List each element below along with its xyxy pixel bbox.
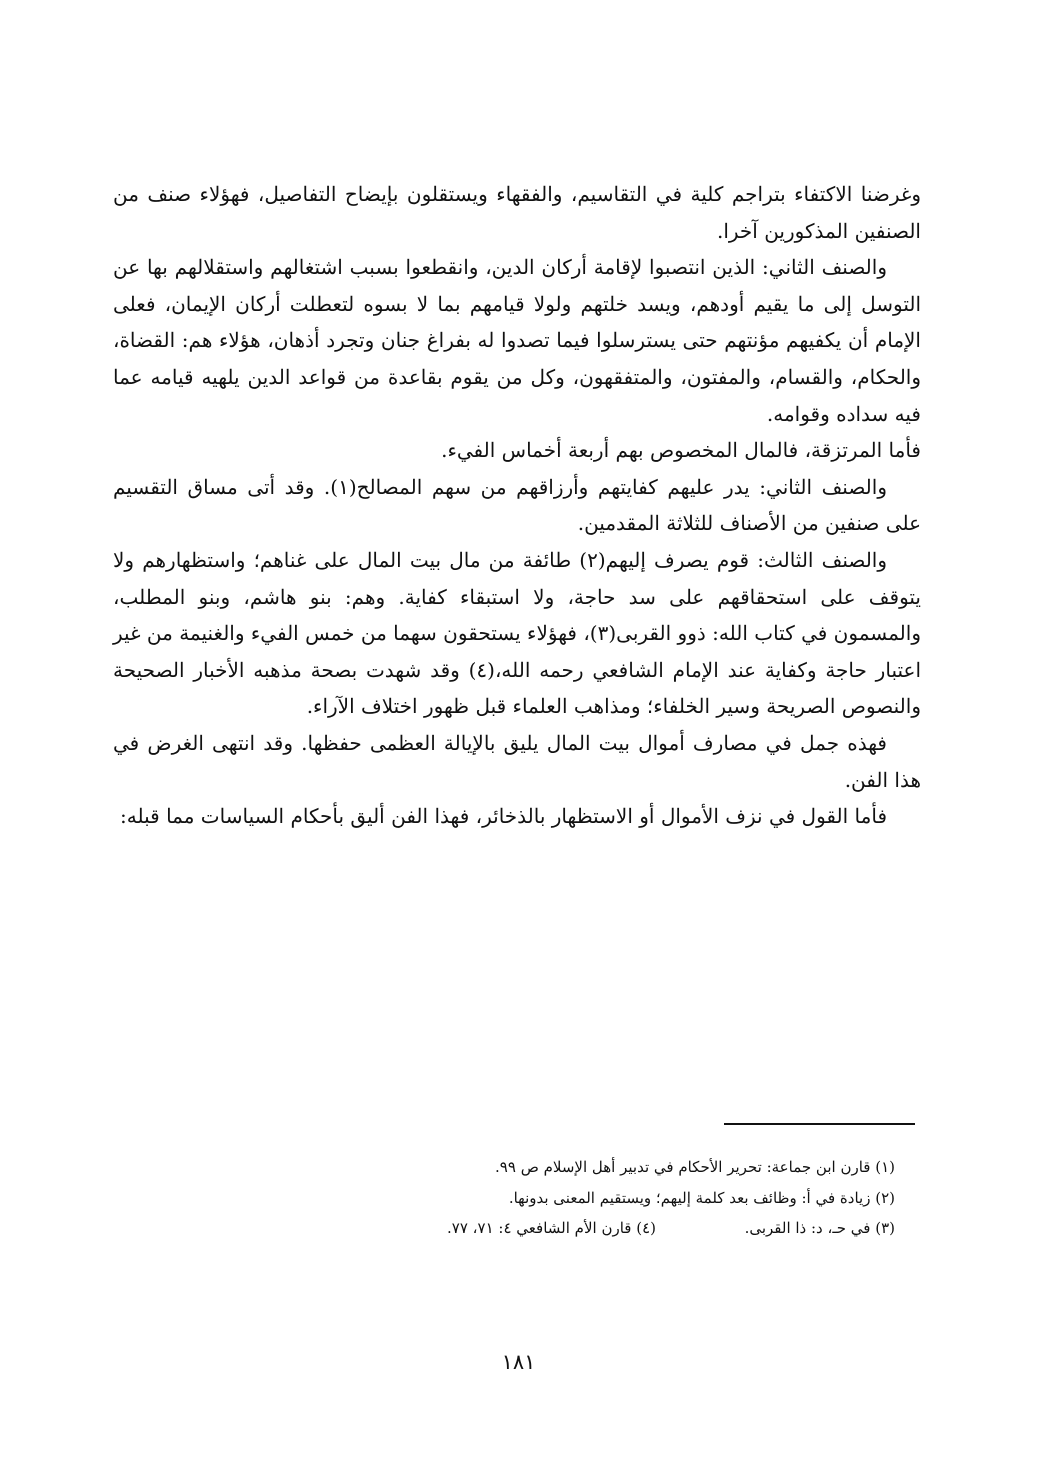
footnotes-block — [115, 1152, 895, 1244]
paragraph-6: فهذه جمل في مصارف أموال بيت المال يليق بالإيالة العظمى حفظها. وقد انتهى الغرض في هذا الفن. — [113, 730, 921, 792]
paragraph-4: والصنف الثاني: يدر عليهم كفايتهم وأرزاقهم من سهم المصالح(١). وقد أتى مساق التقسيم على صنفين من الأصناف للثلاثة المقدمين. — [113, 474, 921, 536]
paragraph-5: والصنف الثالث: قوم يصرف إليهم(٢) طائفة من مال بيت المال على غناهم؛ واستظهارهم ولا يتوقف على استحقاقهم على سد حاجة، ولا استبقاء كفاية. وهم: بنو هاشم، وبنو المطلب، والمسمون في كتاب الله: ذوو القربى(٣)، فهؤلاء يستحقون سهما من خمس الفيء والغنيمة من غير اعتبار حاجة وكفاية عند الإمام الشافعي رحمه الله،(٤) وقد شهدت بصحة مذهبه الأخبار الصحيحة والنصوص الصريحة وسير الخلفاء؛ ومذاهب العلماء قبل ظهور اختلاف الآراء. — [113, 547, 921, 719]
footnote-row-3-4 — [115, 1213, 895, 1244]
paragraph-7: فأما القول في نزف الأموال أو الاستظهار بالذخائر، فهذا الفن أليق بأحكام السياسات مما قبله: — [120, 804, 887, 829]
footnote-1: (١) قارن ابن جماعة: تحرير الأحكام في تدبير أهل الإسلام ص ٩٩. — [495, 1158, 895, 1176]
main-text-block — [113, 176, 921, 835]
page-number: ١٨١ — [501, 1350, 536, 1374]
footnote-3: (٣) في حـ، د: ذا القربى. — [744, 1219, 895, 1237]
footnote-2: (٢) زيادة في أ: وظائف بعد كلمة إليهم؛ ويستقيم المعنى بدونها. — [508, 1188, 895, 1207]
paragraph-1: وغرضنا الاكتفاء بتراجم كلية في التقاسيم، والفقهاء ويستقلون بإيضاح التفاصيل، فهؤلاء صنف من الصنفين المذكورين آخرا. — [113, 182, 921, 243]
footnote-4: (٤) قارن الأم الشافعي ٤: ٧١، ٧٧. — [447, 1219, 656, 1237]
paragraph-2: والصنف الثاني: الذين انتصبوا لإقامة أركان الدين، وانقطعوا بسبب اشتغالهم واستقلالهم بها عن التوسل إلى ما يقيم أودهم، ويسد خلتهم ولولا قيامهم بما لا بسوه لتعطلت أركان الإيمان، فعلى الإمام أن يكفيهم مؤنتهم حتى يسترسلوا فيما تصدوا له بفراغ جنان وتجرد أذهان، هؤلاء هم: القضاة، والحكام، والقسام، والمفتون، والمتفقهون، وكل من يقوم بقاعدة من قواعد الدين يلهيه قيامه عما فيه سداده وقوامه. — [113, 255, 921, 426]
paragraph-3: فأما المرتزقة، فالمال المخصوص بهم أربعة أخماس الفيء. — [441, 438, 921, 463]
footnote-separator — [724, 1123, 915, 1125]
